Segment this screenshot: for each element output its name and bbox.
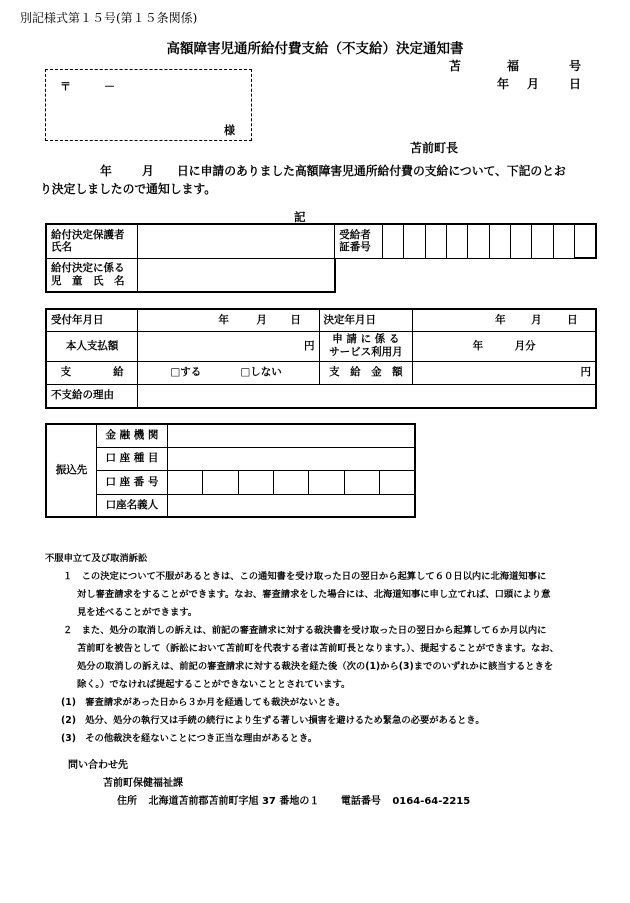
account-digit-cell[interactable] bbox=[203, 470, 238, 494]
contact-heading: 問い合わせ先 bbox=[68, 760, 128, 771]
issuer: 苫前町長 bbox=[410, 141, 459, 155]
rejection-reason-label: 不支給の理由 bbox=[46, 384, 138, 408]
payment-amount-value[interactable]: 円 bbox=[413, 361, 596, 384]
note-line: 苫前町を被告として（訴訟において苫前町を代表する者は苫前町長となります。）、提起することができます。なお、 bbox=[77, 643, 559, 654]
bank-transfer-table bbox=[45, 423, 416, 518]
note-line: (3) その他裁決を経ないことにつき正当な理由があるとき。 bbox=[61, 733, 318, 744]
option-yes-checkbox[interactable]: □する bbox=[170, 366, 202, 378]
note-line: 見を述べることができます。 bbox=[77, 607, 198, 618]
note-line: (1) 審査請求があった日から３か月を経過しても裁決がないとき。 bbox=[61, 697, 346, 708]
self-pay-label: 本人支払額 bbox=[46, 331, 138, 361]
account-digit-cell[interactable] bbox=[167, 470, 202, 494]
account-digit-cell[interactable] bbox=[380, 470, 415, 494]
receipt-date-label: 受付年月日 bbox=[46, 309, 138, 331]
recipient-digit-cell[interactable] bbox=[575, 224, 596, 258]
applied-service-month-value[interactable]: 年 月分 bbox=[413, 331, 596, 361]
account-digit-cell[interactable] bbox=[344, 470, 379, 494]
recipient-digit-cell[interactable] bbox=[489, 224, 510, 258]
recipient-digit-cell[interactable] bbox=[404, 224, 425, 258]
honorific: 様 bbox=[224, 124, 235, 137]
rejection-reason-value[interactable] bbox=[138, 384, 596, 408]
payment-label: 支 給 bbox=[46, 361, 138, 384]
recipient-digit-cell[interactable] bbox=[425, 224, 446, 258]
address-box bbox=[45, 69, 252, 141]
account-digit-cell[interactable] bbox=[309, 470, 344, 494]
account-holder-value[interactable] bbox=[167, 494, 415, 517]
postal-dash: － bbox=[104, 80, 115, 93]
recipient-digit-cell[interactable] bbox=[468, 224, 489, 258]
transfer-to-label: 振込先 bbox=[46, 424, 97, 517]
decision-date-value[interactable]: 年 月 日 bbox=[413, 309, 596, 331]
intro-line-1: 年 月 日に申請のありました高額障害児通所給付費の支給について、下記のとお bbox=[100, 164, 566, 178]
note-line: １ この決定について不服があるときは、この通知書を受け取った日の翌日から起算して６０日以内に北海道知事に bbox=[63, 571, 547, 582]
note-line: (2) 処分、処分の執行又は手続の続行により生ずる著しい損害を避けるため緊急の必要があるとき。 bbox=[61, 715, 485, 726]
ki-label: 記 bbox=[294, 210, 306, 224]
account-type-value[interactable] bbox=[167, 447, 415, 470]
intro-line-2: り決定しましたので通知します。 bbox=[40, 182, 217, 196]
form-number: 別記様式第１５号(第１５条関係) bbox=[20, 11, 198, 25]
recipient-digit-cell[interactable] bbox=[447, 224, 468, 258]
contact-address-line: 住所 北海道苫前郡苫前町字旭 37 番地の１ 電話番号 0164-64-2215 bbox=[117, 796, 471, 807]
applied-service-month-label: 申 請 に 係 る サービス利用月 bbox=[319, 331, 413, 361]
note-line: ２ また、処分の取消しの訴えは、前記の審査請求に対する裁決書を受け取った日の翌日から起算して６か月以内に bbox=[63, 625, 547, 636]
account-number-label: 口 座 番 号 bbox=[97, 470, 168, 494]
guardian-label: 給付決定保護者 氏名 bbox=[46, 224, 138, 258]
recipient-number-label: 受給者 証番号 bbox=[335, 224, 383, 258]
contact-department: 苫前町保健福祉課 bbox=[103, 778, 183, 789]
account-digit-cell[interactable] bbox=[238, 470, 273, 494]
account-type-label: 口 座 種 目 bbox=[97, 447, 168, 470]
note-line: 対し審査請求をすることができます。なお、審査請求をした場合には、北海道知事に申し立てれば、口頭により意 bbox=[77, 589, 551, 600]
account-holder-label: 口座名義人 bbox=[97, 494, 168, 517]
recipient-digit-cell[interactable] bbox=[532, 224, 553, 258]
notice-page: 別記様式第１５号(第１５条関係) 高額障害児通所給付費支給（不支給）決定通知書 苫 福 号 年 月 日 〒 － 様 苫前町長 年 月 日に申請のありました高額障害児通所給付費の支給について、下記のとお り決定しましたので通知します。 記 給付決定保護者 氏名 受給者 証番号 給付決定に係る 児 童 氏 名 受付年月日 年 月 日 決定年月日 年 月 日 本人支払額 円 申 請 に 係 る サービス利用月 年 月分 支 給 □する □しない 支 給 金 額 円 不支給の理由 振込先 金 融 機 関 口 座 種 目 口 座 番 号 口座名義人 不服申立て及び取消訴訟 １ この決定について不服があるときは、この通知書を受け取った日の翌日から起算して６０日以内に北海道知事に 対し審査請求をすることができます。なお、審査請求をした場合には、北海道知事に申し立てれば、口頭により意 見を述べることができます。 ２ また、処分の取消しの訴えは、前記の審査請求に対する裁決書を受け取った日の翌日から起算して６か月以内に 苫前町を被告として（訴訟において苫前町を代表する者は苫前町長となります。）、提起することができます。なお、 処分の取消しの訴えは、前記の審査請求に対する裁決を経た後（次の(1)から(3)までのいずれかに該当するときを 除く。）でなければ提起することができないこととされています。 (1) 審査請求があった日から３か月を経過しても裁決がないとき。 (2) 処分、処分の執行又は手続の続行により生ずる著しい損害を避けるため緊急の必要があるとき。 (3) その他裁決を経ないことにつき正当な理由があるとき。 問い合わせ先 苫前町保健福祉課 住所 北海道苫前郡苫前町字旭 37 番地の１ 電話番号 0164-64-2215 bbox=[0, 0, 630, 903]
receipt-date-value[interactable]: 年 月 日 bbox=[138, 309, 319, 331]
bank-value[interactable] bbox=[167, 424, 415, 447]
child-name-value[interactable] bbox=[138, 258, 335, 292]
note-line: 処分の取消しの訴えは、前記の審査請求に対する裁決を経た後（次の(1)から(3)までのいずれかに該当するときを bbox=[77, 661, 554, 672]
appeal-notes bbox=[45, 550, 605, 748]
note-line: 除く。）でなければ提起することができないこととされています。 bbox=[77, 679, 351, 690]
payment-amount-label: 支 給 金 額 bbox=[319, 361, 413, 384]
notes-heading: 不服申立て及び取消訴訟 bbox=[45, 553, 148, 564]
recipient-digit-cell[interactable] bbox=[511, 224, 532, 258]
child-name-label: 給付決定に係る 児 童 氏 名 bbox=[46, 258, 138, 292]
recipient-digit-cell[interactable] bbox=[383, 224, 404, 258]
option-no-checkbox[interactable]: □しない bbox=[240, 366, 282, 378]
recipient-table bbox=[45, 223, 597, 293]
account-digit-cell[interactable] bbox=[273, 470, 308, 494]
bank-label: 金 融 機 関 bbox=[97, 424, 168, 447]
postal-mark: 〒 bbox=[60, 80, 71, 93]
payment-options bbox=[138, 361, 319, 384]
guardian-value[interactable] bbox=[138, 224, 335, 258]
recipient-digit-cell[interactable] bbox=[553, 224, 574, 258]
self-pay-value[interactable]: 円 bbox=[138, 331, 319, 361]
page-title: 高額障害児通所給付費支給（不支給）決定通知書 bbox=[166, 41, 464, 57]
decision-date-label: 決定年月日 bbox=[319, 309, 413, 331]
decision-table bbox=[45, 308, 597, 409]
